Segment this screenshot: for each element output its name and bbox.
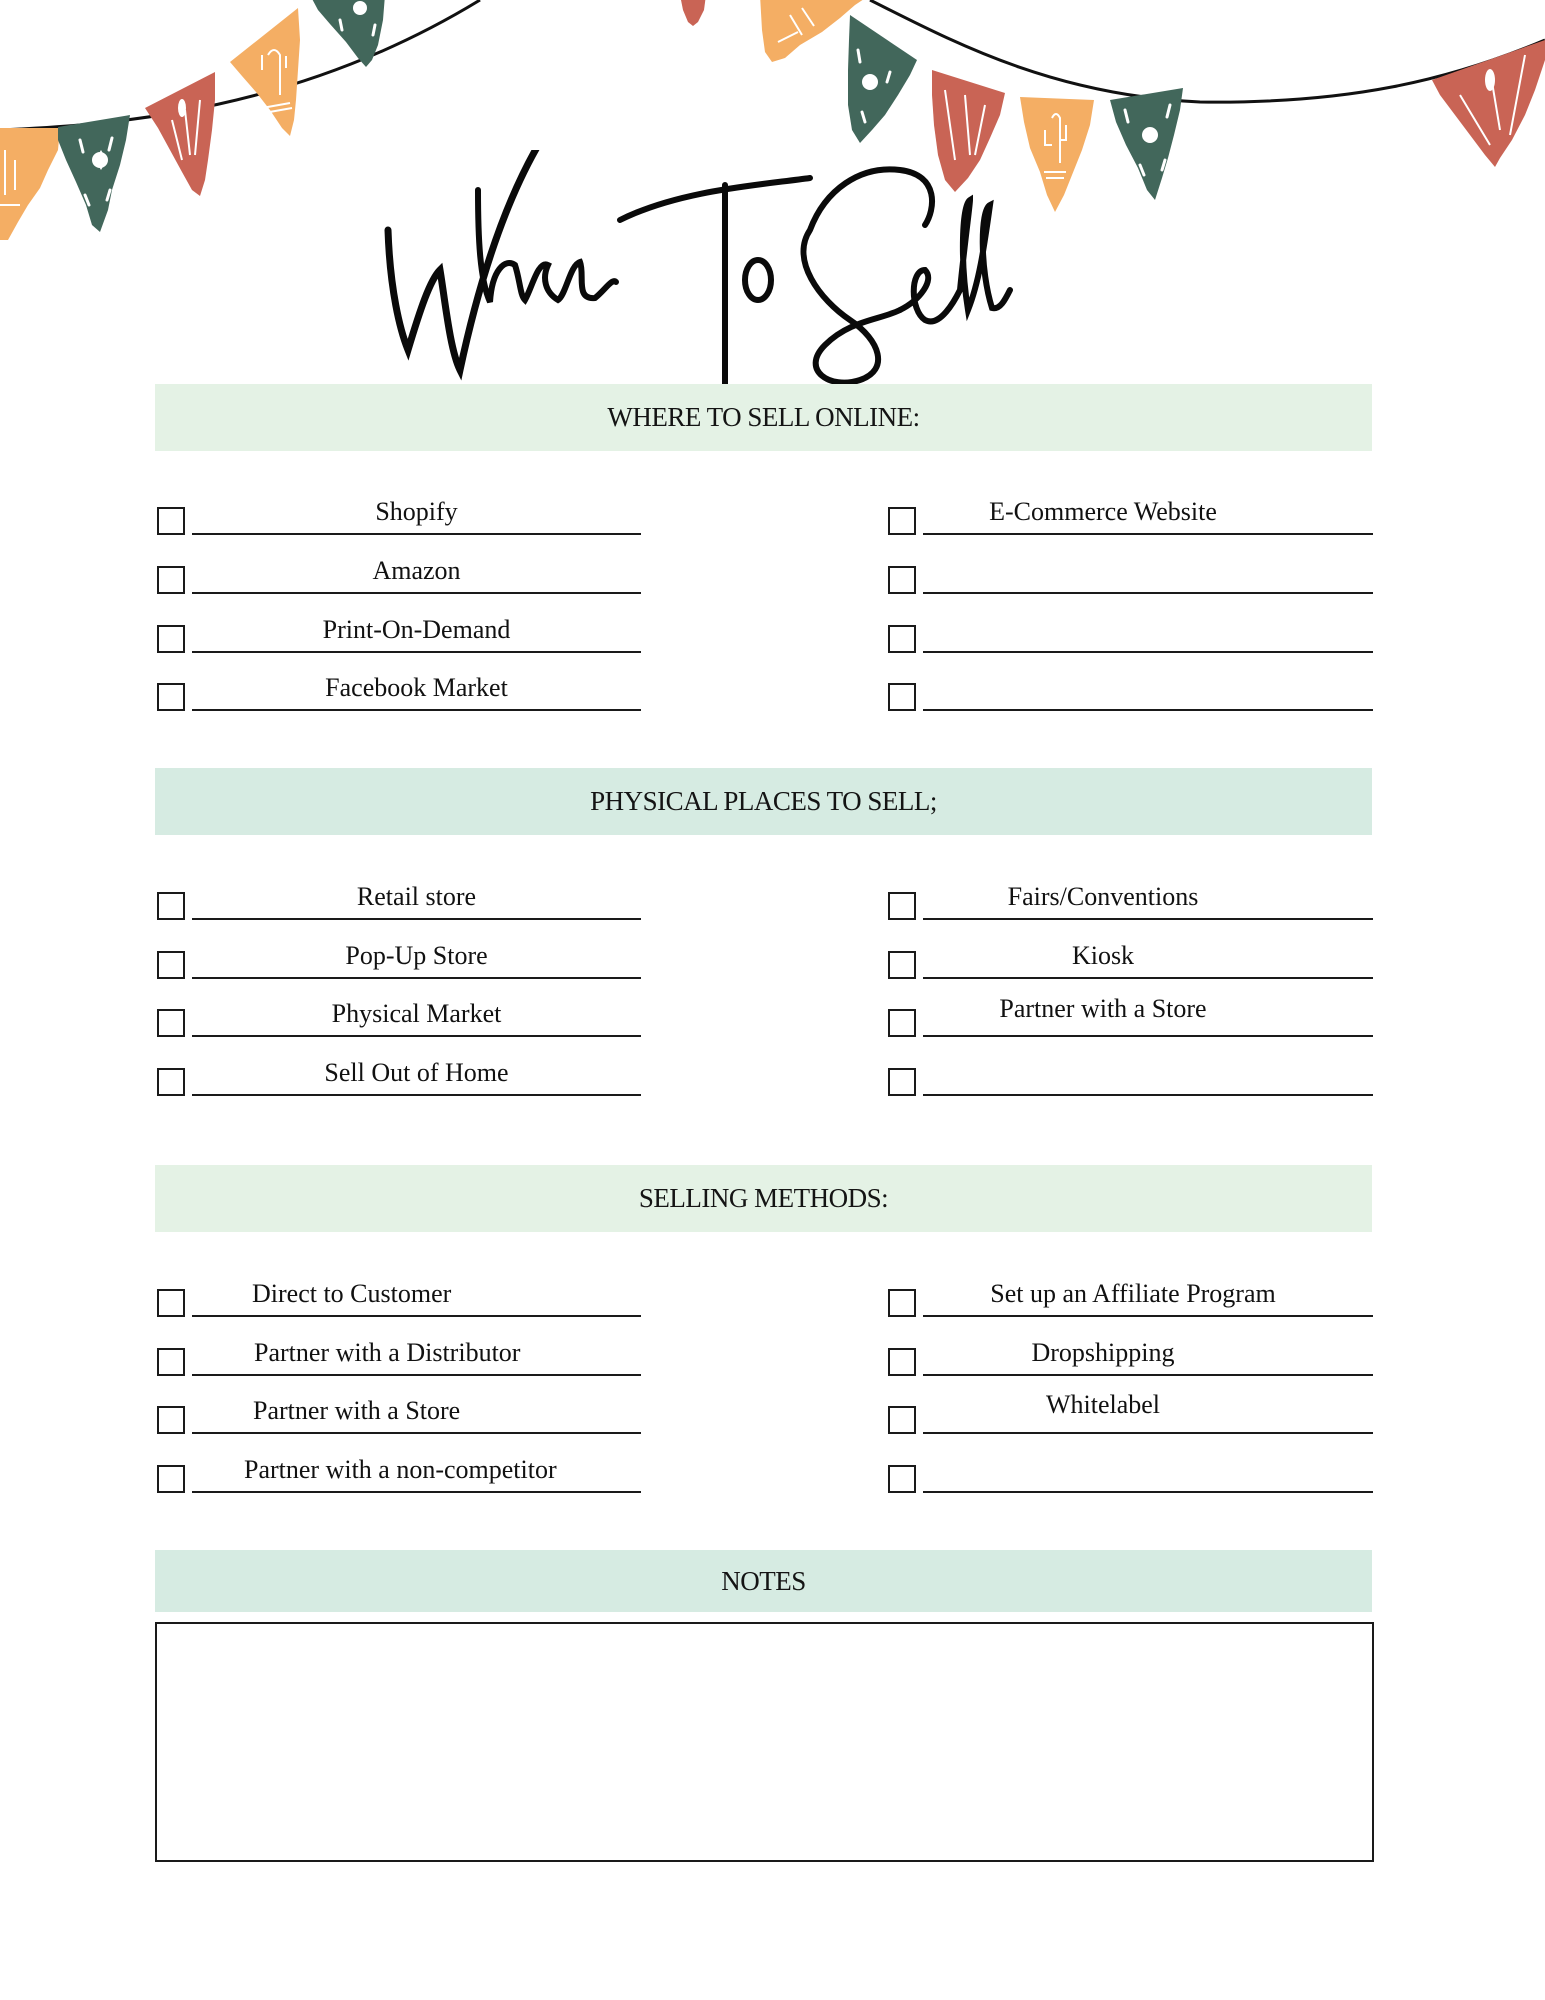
checklist-item[interactable]	[888, 939, 1372, 979]
checkbox[interactable]	[888, 625, 916, 653]
write-line[interactable]	[923, 1374, 1373, 1376]
checklist-item[interactable]	[888, 1453, 1372, 1493]
checklist-item[interactable]	[888, 613, 1372, 653]
checklist-item[interactable]	[157, 1453, 641, 1493]
write-line[interactable]	[192, 1094, 641, 1096]
item-label: Pop-Up Store	[345, 941, 488, 970]
checkbox[interactable]	[888, 1068, 916, 1096]
write-line[interactable]	[192, 592, 641, 594]
item-label: Retail store	[356, 882, 477, 911]
checkbox[interactable]	[888, 892, 916, 920]
checklist-item[interactable]	[888, 1336, 1372, 1376]
write-line[interactable]	[192, 533, 641, 535]
item-label: Fairs/Conventions	[1007, 882, 1199, 911]
flag-red-2	[680, 0, 706, 26]
write-line[interactable]	[192, 977, 641, 979]
checkbox[interactable]	[157, 1289, 185, 1317]
write-line[interactable]	[923, 1315, 1373, 1317]
write-line[interactable]	[192, 709, 641, 711]
checkbox[interactable]	[157, 1068, 185, 1096]
write-line[interactable]	[192, 1491, 641, 1493]
checklist-item[interactable]	[157, 1336, 641, 1376]
checkbox[interactable]	[888, 566, 916, 594]
item-label: Partner with a non-competitor	[244, 1455, 557, 1484]
write-line[interactable]	[923, 1035, 1373, 1037]
checkbox[interactable]	[157, 566, 185, 594]
checklist-item[interactable]	[888, 1390, 1372, 1434]
item-label: Print-On-Demand	[322, 615, 511, 644]
section-header-physical	[155, 768, 1372, 835]
checkbox[interactable]	[888, 507, 916, 535]
write-line[interactable]	[192, 1432, 641, 1434]
write-line[interactable]	[192, 1374, 641, 1376]
flag-orange-1	[0, 128, 60, 240]
checklist-item[interactable]	[888, 1056, 1372, 1096]
checkbox[interactable]	[157, 1009, 185, 1037]
section-heading: NOTES	[721, 1565, 806, 1596]
checkbox[interactable]	[157, 951, 185, 979]
write-line[interactable]	[923, 1491, 1373, 1493]
write-line[interactable]	[923, 1432, 1373, 1434]
write-line[interactable]	[923, 533, 1373, 535]
item-label: Sell Out of Home	[324, 1058, 509, 1087]
checklist-item[interactable]	[157, 997, 641, 1037]
checklist-item[interactable]	[157, 1277, 641, 1317]
checklist-item[interactable]	[888, 1277, 1372, 1317]
flag-red-1	[145, 72, 215, 196]
checklist-item[interactable]	[157, 613, 641, 653]
checkbox[interactable]	[157, 1348, 185, 1376]
item-label: Amazon	[372, 556, 461, 585]
write-line[interactable]	[923, 592, 1373, 594]
checklist-item[interactable]	[888, 554, 1372, 594]
flag-green-2	[310, 0, 385, 67]
checklist-item[interactable]	[888, 880, 1372, 920]
notes-area[interactable]	[155, 1622, 1374, 1862]
item-label: Set up an Affiliate Program	[990, 1279, 1276, 1308]
checkbox[interactable]	[157, 625, 185, 653]
checkbox[interactable]	[888, 1406, 916, 1434]
checklist-item[interactable]	[157, 939, 641, 979]
checklist-item[interactable]	[888, 994, 1372, 1037]
checkbox[interactable]	[157, 1465, 185, 1493]
write-line[interactable]	[192, 651, 641, 653]
write-line[interactable]	[923, 651, 1373, 653]
checkbox[interactable]	[888, 1009, 916, 1037]
section-heading: WHERE TO SELL ONLINE:	[607, 402, 920, 432]
checklist-item[interactable]	[157, 554, 641, 594]
checkbox[interactable]	[888, 1348, 916, 1376]
item-label: Physical Market	[331, 999, 502, 1028]
checklist-item[interactable]	[888, 671, 1372, 711]
write-line[interactable]	[192, 1315, 641, 1317]
flag-orange-2	[230, 8, 300, 136]
checkbox[interactable]	[157, 892, 185, 920]
checklist-item[interactable]	[888, 495, 1372, 535]
item-label: Facebook Market	[325, 673, 508, 702]
checkbox[interactable]	[157, 1406, 185, 1434]
flag-green-1	[58, 115, 130, 232]
checkbox[interactable]	[888, 951, 916, 979]
write-line[interactable]	[923, 977, 1373, 979]
checkbox[interactable]	[888, 1289, 916, 1317]
flag-red-4	[1432, 40, 1545, 167]
checkbox[interactable]	[888, 683, 916, 711]
page-title	[380, 150, 1180, 400]
checklist-item[interactable]	[157, 495, 641, 535]
checklist-item[interactable]	[157, 1056, 641, 1096]
item-label: Dropshipping	[1031, 1338, 1175, 1367]
item-label: Partner with a Distributor	[254, 1338, 521, 1367]
checklist-item[interactable]	[157, 880, 641, 920]
section-heading: SELLING METHODS:	[638, 1183, 889, 1213]
checklist-item[interactable]	[157, 1394, 641, 1434]
checkbox[interactable]	[157, 507, 185, 535]
section-header-methods	[155, 1165, 1372, 1232]
item-label: Partner with a Store	[999, 994, 1207, 1023]
flag-green-3	[848, 15, 917, 143]
checkbox[interactable]	[888, 1465, 916, 1493]
item-label: Direct to Customer	[252, 1279, 452, 1308]
checklist-item[interactable]	[157, 671, 641, 711]
write-line[interactable]	[923, 1094, 1373, 1096]
item-label: E-Commerce Website	[989, 497, 1217, 526]
item-label: Whitelabel	[1045, 1390, 1161, 1419]
write-line[interactable]	[192, 1035, 641, 1037]
write-line[interactable]	[923, 918, 1373, 920]
write-line[interactable]	[923, 709, 1373, 711]
item-label: Kiosk	[1071, 941, 1135, 970]
section-heading: PHYSICAL PLACES TO SELL;	[590, 786, 937, 816]
write-line[interactable]	[192, 918, 641, 920]
section-header-notes	[155, 1550, 1372, 1612]
section-header-online	[155, 384, 1372, 451]
item-label: Partner with a Store	[253, 1396, 461, 1425]
checkbox[interactable]	[157, 683, 185, 711]
item-label: Shopify	[375, 497, 458, 526]
